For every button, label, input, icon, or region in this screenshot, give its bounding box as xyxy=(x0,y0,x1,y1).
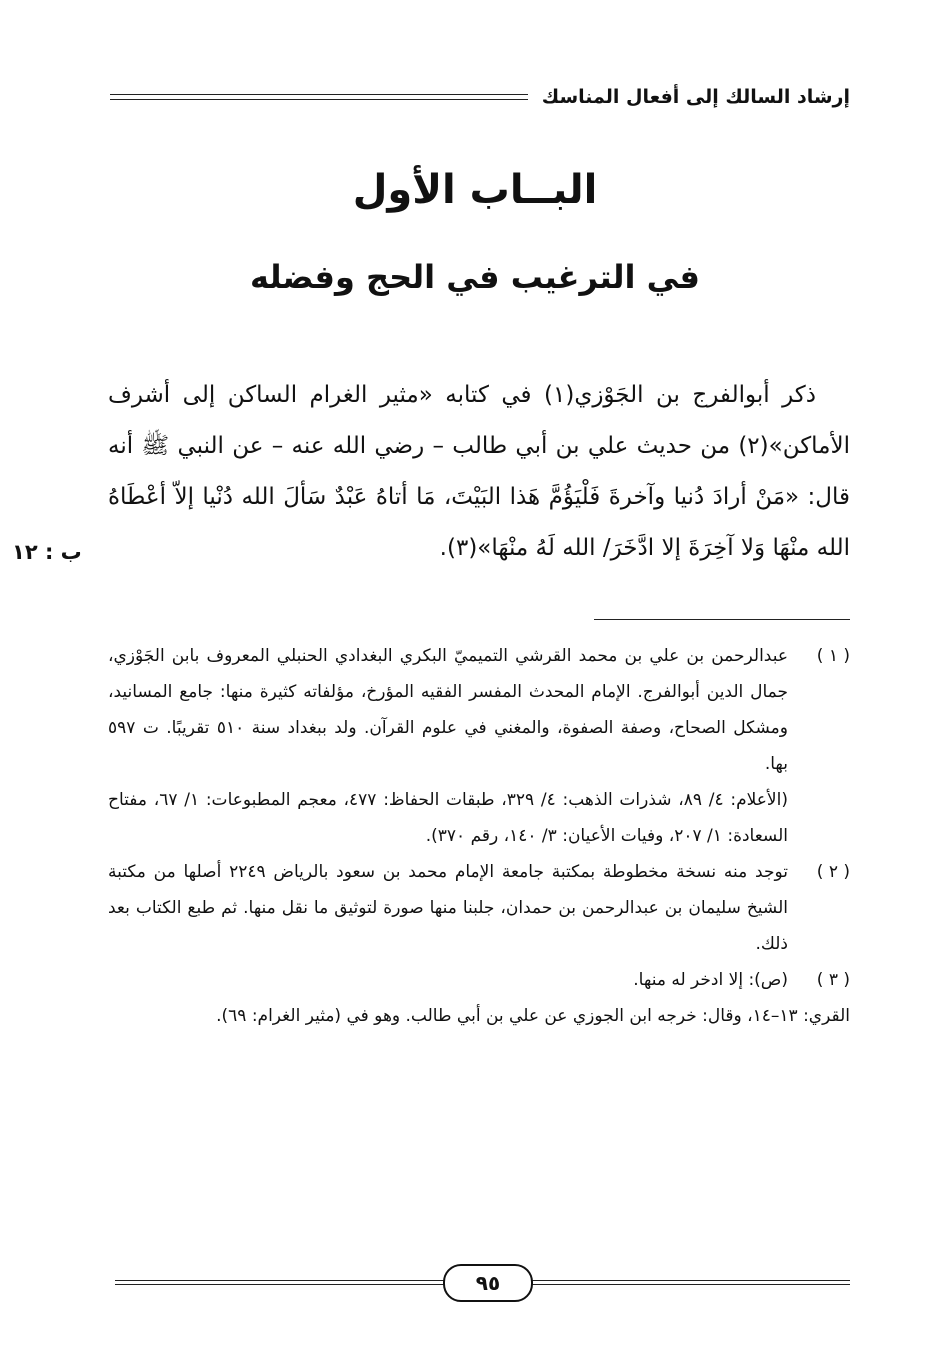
body-text xyxy=(108,370,850,574)
page-number: ٩٥ xyxy=(443,1264,533,1302)
footnote-number: ( ١ ) xyxy=(816,646,850,666)
margin-note: ب : ١٢ xyxy=(12,540,82,564)
footnote-3 xyxy=(108,962,850,998)
running-header xyxy=(110,82,850,112)
page-footer xyxy=(115,1262,850,1306)
footnote-text xyxy=(108,962,788,998)
footnote-paragraph: (الأعلام: ٤/ ٨٩، شذرات الذهب: ٤/ ٣٢٩، طبقات الحفاظ: ٤٧٧، معجم المطبوعات: ١/ ٦٧، مفتاح السعادة: ١/ ٢٠٧، وفيات الأعيان: ٣/ ١٤٠، رقم ٣٧٠). xyxy=(108,790,788,846)
footnote-number: ( ٢ ) xyxy=(816,862,850,882)
footnote-continuation: القري: ١٣–١٤، وقال: خرجه ابن الجوزي عن علي بن أبي طالب. وهو في (مثير الغرام: ٦٩). xyxy=(216,1006,850,1026)
running-title: إرشاد السالك إلى أفعال المناسك xyxy=(541,86,850,108)
footnote-2 xyxy=(108,854,850,962)
footnote-text xyxy=(108,638,788,854)
footnotes xyxy=(108,638,850,1034)
header-rule xyxy=(110,94,528,100)
footnote-paragraph: توجد منه نسخة مخطوطة بمكتبة جامعة الإمام محمد بن سعود بالرياض ٢٢٤٩ أصلها من مكتبة الشيخ سليمان بن عبدالرحمن بن حمدان، جلبنا منها صورة لتوثيق ما نقل منها. ثم طبع الكتاب بعد ذلك. xyxy=(108,862,788,954)
body-paragraph: ذكر أبوالفرج بن الجَوْزي(١) في كتابه «مثير الغرام الساكن إلى أشرف الأماكن»(٢) من حديث علي بن أبي طالب – رضي الله عنه – عن النبي ﷺ أنه قال: «مَنْ أرادَ دُنيا وآخرةَ فَلْيَؤُمَّ هَذا البَيْتَ، مَا أتاهُ عَبْدٌ سَألَ الله دُنْيا إلاّ أعْطَاهُ الله منْهَا وَلا آخِرَةَ إلا ادَّخَرَ/ الله لَهُ منْهَا»(٣). xyxy=(108,382,850,561)
footnote-1 xyxy=(108,638,850,854)
footnote-paragraph: عبدالرحمن بن علي بن محمد القرشي التميميّ البكري البغدادي الحنبلي المعروف بابن الجَوْزي، جمال الدين أبوالفرج. الإمام المحدث المفسر الفقيه المؤرخ، مؤلفاته كثيرة منها: جامع المسانيد، ومشكل الصحاح، وصفة الصفوة، والمغني في علوم القرآن. ولد ببغداد سنة ٥١٠ تقريبًا. ت ٥٩٧ بها. xyxy=(108,646,788,774)
chapter-title: البــاب الأول xyxy=(352,167,598,213)
footnote-separator xyxy=(594,619,850,620)
footnote-text xyxy=(108,854,788,962)
footnote-paragraph: (ص): إلا ادخر له منها. xyxy=(633,970,788,990)
chapter-subtitle: في الترغيب في الحج وفضله xyxy=(250,258,700,296)
footnote-number: ( ٣ ) xyxy=(816,970,850,990)
